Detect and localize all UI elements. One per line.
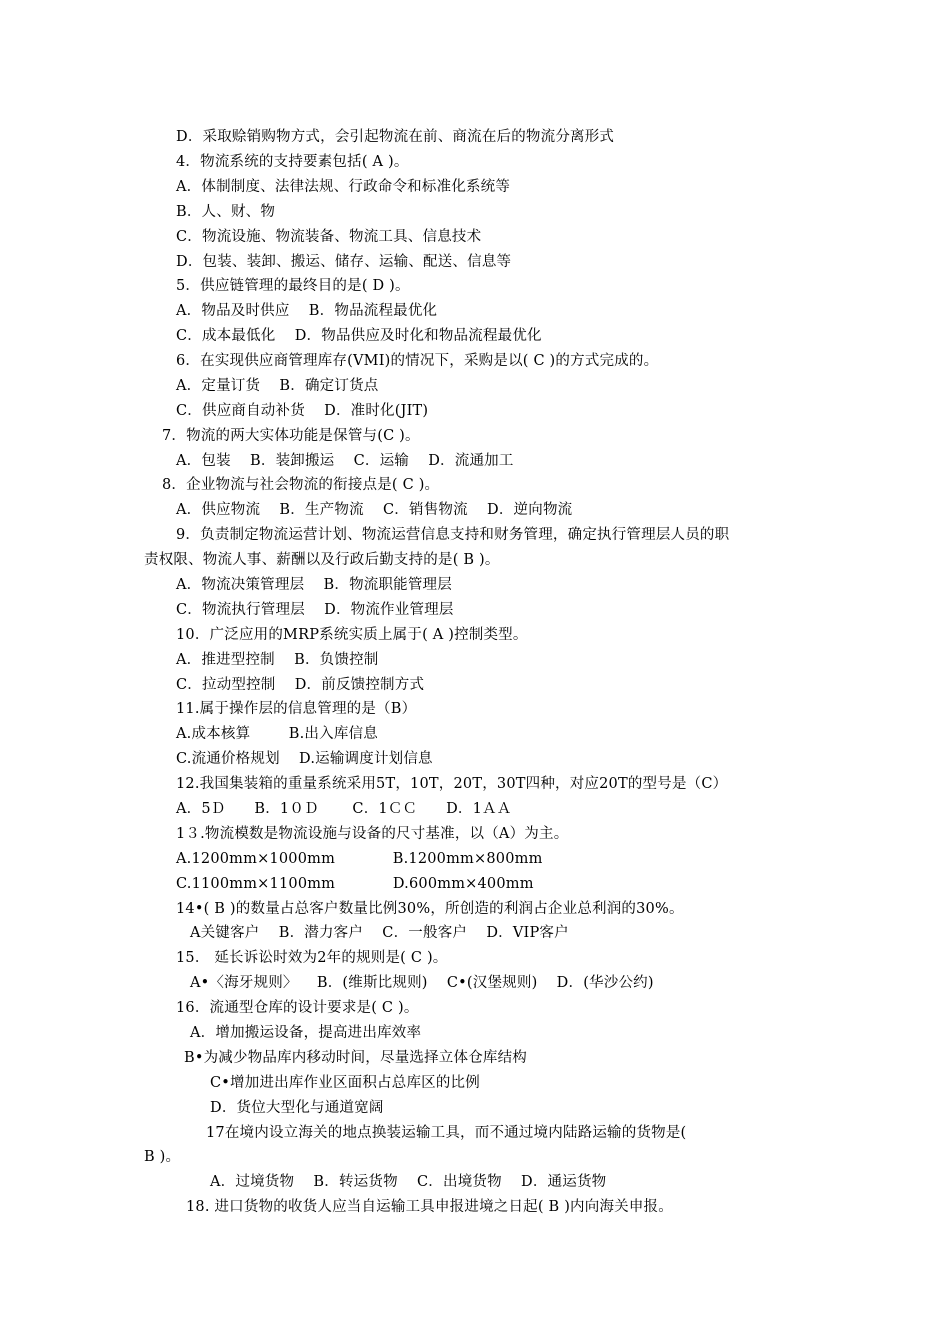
text-line: 9．负责制定物流运营计划、物流运营信息支持和财务管理，确定执行管理层人员的职 [176, 527, 730, 543]
text-line: A．推进型控制 B．负馈控制 [176, 652, 379, 668]
text-line: B．人、财、物 [176, 204, 276, 220]
text-line: 12.我国集装箱的重量系统采用5T，10T，20T，30T四种，对应20T的型号是（C） [176, 776, 728, 792]
text-line: 10．广泛应用的MRP系统实质上属于( A )控制类型。 [176, 627, 528, 643]
text-line: 4．物流系统的支持要素包括( A )。 [176, 154, 409, 170]
text-line: A．包装 B．装卸搬运 C．运输 D．流通加工 [176, 453, 514, 469]
text-line: A．体制制度、法律法规、行政命令和标准化系统等 [176, 179, 511, 195]
text-line: C．供应商自动补货 D．准时化(JIT) [176, 403, 429, 419]
text-line: 责权限、物流人事、薪酬以及行政后勤支持的是( B )。 [144, 552, 500, 568]
text-line: D．采取赊销购物方式，会引起物流在前、商流在后的物流分离形式 [176, 129, 615, 145]
text-line: 14•( B )的数量占总客户数量比例30%，所创造的利润占企业总利润的30%。 [176, 901, 684, 917]
text-line: 6．在实现供应商管理库存(VMI)的情况下，采购是以( C )的方式完成的。 [176, 353, 659, 369]
text-line: A．物品及时供应 B．物品流程最优化 [176, 303, 438, 319]
text-line: 5．供应链管理的最终目的是( D )。 [176, 278, 410, 294]
text-line: A.成本核算 B.出入库信息 [176, 726, 378, 742]
text-line: A．增加搬运设备，提高进出库效率 [190, 1025, 422, 1041]
text-line: A．5Ｄ B．1０Ｄ C．1ＣＣ D．1ＡＡ [176, 801, 512, 817]
text-line: B•为减少物品库内移动时间，尽量选择立体仓库结构 [184, 1050, 528, 1066]
text-line: C.1100mm×1100mm D.600mm×400mm [176, 876, 534, 892]
text-line: 8．企业物流与社会物流的衔接点是( C )。 [162, 477, 440, 493]
text-line: 1３.物流模数是物流设施与设备的尺寸基准，以（A）为主。 [176, 826, 569, 842]
text-line: A．过境货物 B．转运货物 C．出境货物 D．通运货物 [210, 1174, 607, 1190]
text-line: 7．物流的两大实体功能是保管与(C )。 [162, 428, 420, 444]
text-line: C•增加进出库作业区面积占总库区的比例 [210, 1075, 480, 1091]
text-line: B )。 [144, 1149, 181, 1165]
text-line: C.流通价格规划 D.运输调度计划信息 [176, 751, 433, 767]
text-line: C．物流设施、物流装备、物流工具、信息技术 [176, 229, 482, 245]
text-line: D．包装、装卸、搬运、储存、运输、配送、信息等 [176, 254, 512, 270]
text-line: C．成本最低化 D．物品供应及时化和物品流程最优化 [176, 328, 542, 344]
text-line: A．物流决策管理层 B．物流职能管理层 [176, 577, 452, 593]
text-line: 15． 延长诉讼时效为2年的规则是( C )。 [176, 950, 448, 966]
text-line: A．定量订货 B．确定订货点 [176, 378, 379, 394]
text-line: A•〈海牙规则〉 B．(维斯比规则) C•(汉堡规则) D．(华沙公约) [190, 975, 654, 991]
text-line: C．拉动型控制 D．前反馈控制方式 [176, 677, 425, 693]
text-line: 18. 进口货物的收货人应当自运输工具申报进境之日起( B )内向海关申报。 [186, 1199, 673, 1215]
text-line: A．供应物流 B．生产物流 C．销售物流 D．逆向物流 [176, 502, 573, 518]
text-line: 16．流通型仓库的设计要求是( C )。 [176, 1000, 419, 1016]
text-line: A关键客户 B．潜力客户 C．一般客户 D．VIP客户 [190, 925, 569, 941]
text-line: D．货位大型化与通道宽阔 [210, 1100, 384, 1116]
text-line: 11.属于操作层的信息管理的是（B） [176, 701, 417, 717]
text-line: C．物流执行管理层 D．物流作业管理层 [176, 602, 454, 618]
text-line: A.1200mm×1000mm B.1200mm×800mm [176, 851, 543, 867]
text-line: 17在境内设立海关的地点换装运输工具，而不通过境内陆路运输的货物是( [206, 1125, 687, 1141]
